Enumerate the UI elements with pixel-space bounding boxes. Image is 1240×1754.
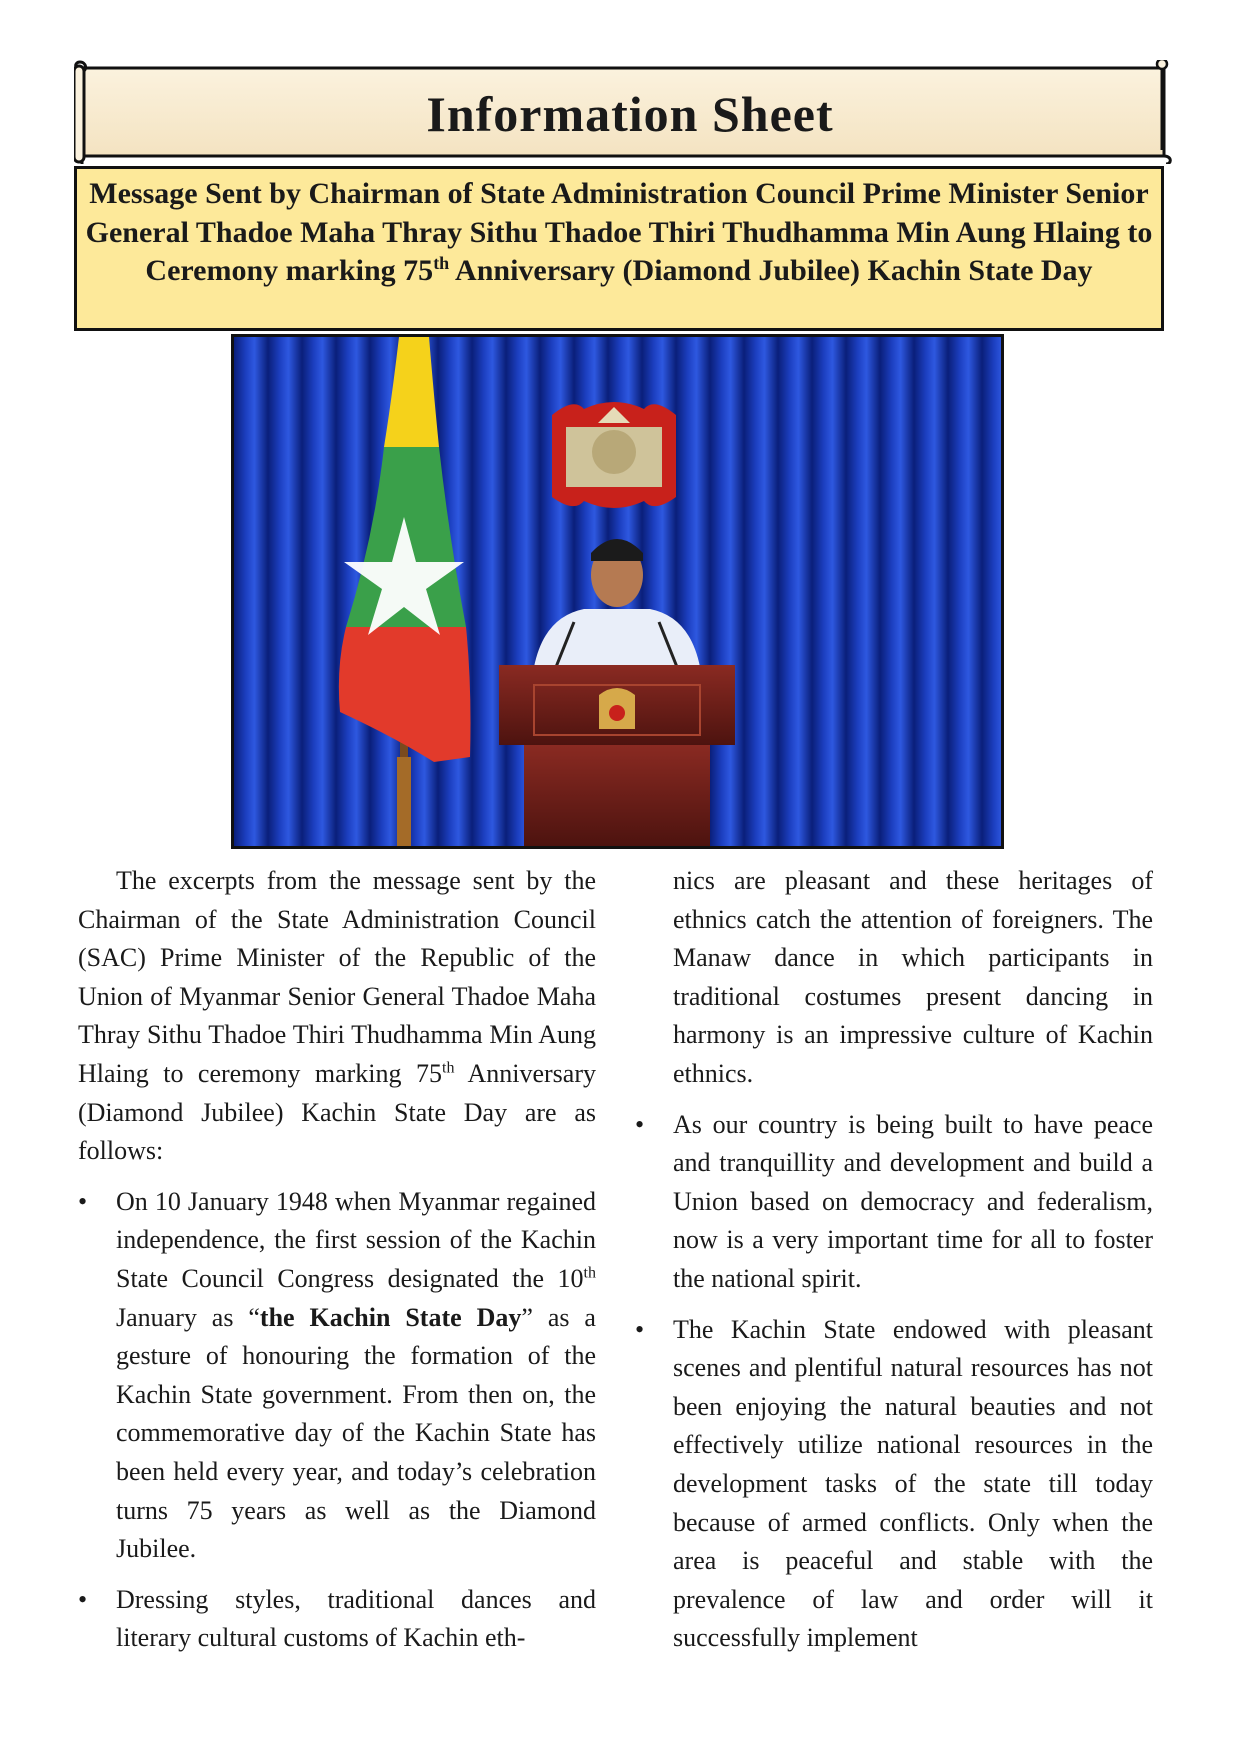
headline-text: Message Sent by Chairman of State Administration Council Prime Minister Senior General Thadoe Maha Thray Sithu Thadoe Thiri Thudhamma Min Aung Hlaing to Ceremony marking 75 bbox=[85, 177, 1153, 287]
bullet-list-right bbox=[673, 862, 1153, 1658]
intro-text: The excerpts from the message sent by the Chairman of the State Administration Council (SAC) Prime Minister of the Republic of the Union of Myanmar Senior General Thadoe Maha Thray Sithu Thadoe Thiri Thudhamma Min Aung Hlaing to ceremony marking 75 bbox=[78, 866, 596, 1088]
list-item bbox=[673, 1106, 1153, 1299]
bullet4-text: The Kachin State endowed with pleasant scenes and plentiful natural resources has not been enjoying the natural beauties and not effectively utilize national resources in the development tasks of the state till today because of armed conflicts. Only when the area is peaceful and stable with the prevalence of law and order will it successfully implement bbox=[673, 1314, 1153, 1653]
article-column-right bbox=[673, 862, 1153, 1670]
list-item bbox=[78, 1581, 596, 1658]
headline-superscript: th bbox=[433, 253, 450, 273]
list-item bbox=[673, 1311, 1153, 1658]
intro-paragraph bbox=[78, 862, 596, 1171]
bullet1-text: On 10 January 1948 when Myanmar regained independence, the first session of the Kachin State Council Congress designated the 10 bbox=[116, 1186, 596, 1293]
bullet1-text-c: ” as a gesture of honouring the formation of the Kachin State government. From then on, the commemorative day of the Kachin State has been held every year, and today’s celebration turns 75 years as well as the Diamond Jubilee. bbox=[116, 1302, 596, 1564]
podium-icon bbox=[499, 665, 735, 846]
bullet1-bold-text: the Kachin State Day bbox=[259, 1302, 522, 1332]
bullet2-continued-text: nics are pleasant and these heritages of ethnics catch the attention of foreigners. The Manaw dance in which participants in traditional costumes present dancing in harmony is an impressive culture of Kachin ethnics. bbox=[673, 866, 1153, 1088]
bullet2-text: Dressing styles, traditional dances and literary cultural customs of Kachin eth- bbox=[116, 1584, 596, 1653]
intro-text-end: Anniversary (Diamond Jubilee) Kachin State Day are as follows: bbox=[78, 1058, 596, 1166]
article-column-left bbox=[78, 862, 596, 1670]
state-emblem-icon bbox=[552, 402, 676, 508]
headline-text-end: Anniversary (Diamond Jubilee) Kachin State Day bbox=[449, 254, 1093, 287]
list-item bbox=[673, 862, 1153, 1094]
page-title: Information Sheet bbox=[426, 86, 834, 142]
list-item bbox=[78, 1183, 596, 1569]
headline-box bbox=[74, 166, 1164, 331]
bullet-list-left bbox=[78, 1183, 596, 1658]
intro-superscript: th bbox=[442, 1059, 455, 1077]
photo-of-speaker-at-podium-icon bbox=[234, 337, 1001, 846]
bullet3-text: As our country is being built to have peace and tranquillity and development and build a Union based on democracy and federalism, now is a very important time for all to foster the national spirit. bbox=[673, 1109, 1153, 1293]
bullet1-superscript: th bbox=[583, 1264, 596, 1282]
photo bbox=[231, 334, 1004, 849]
bullet1-text-b: January as “ bbox=[116, 1302, 260, 1332]
